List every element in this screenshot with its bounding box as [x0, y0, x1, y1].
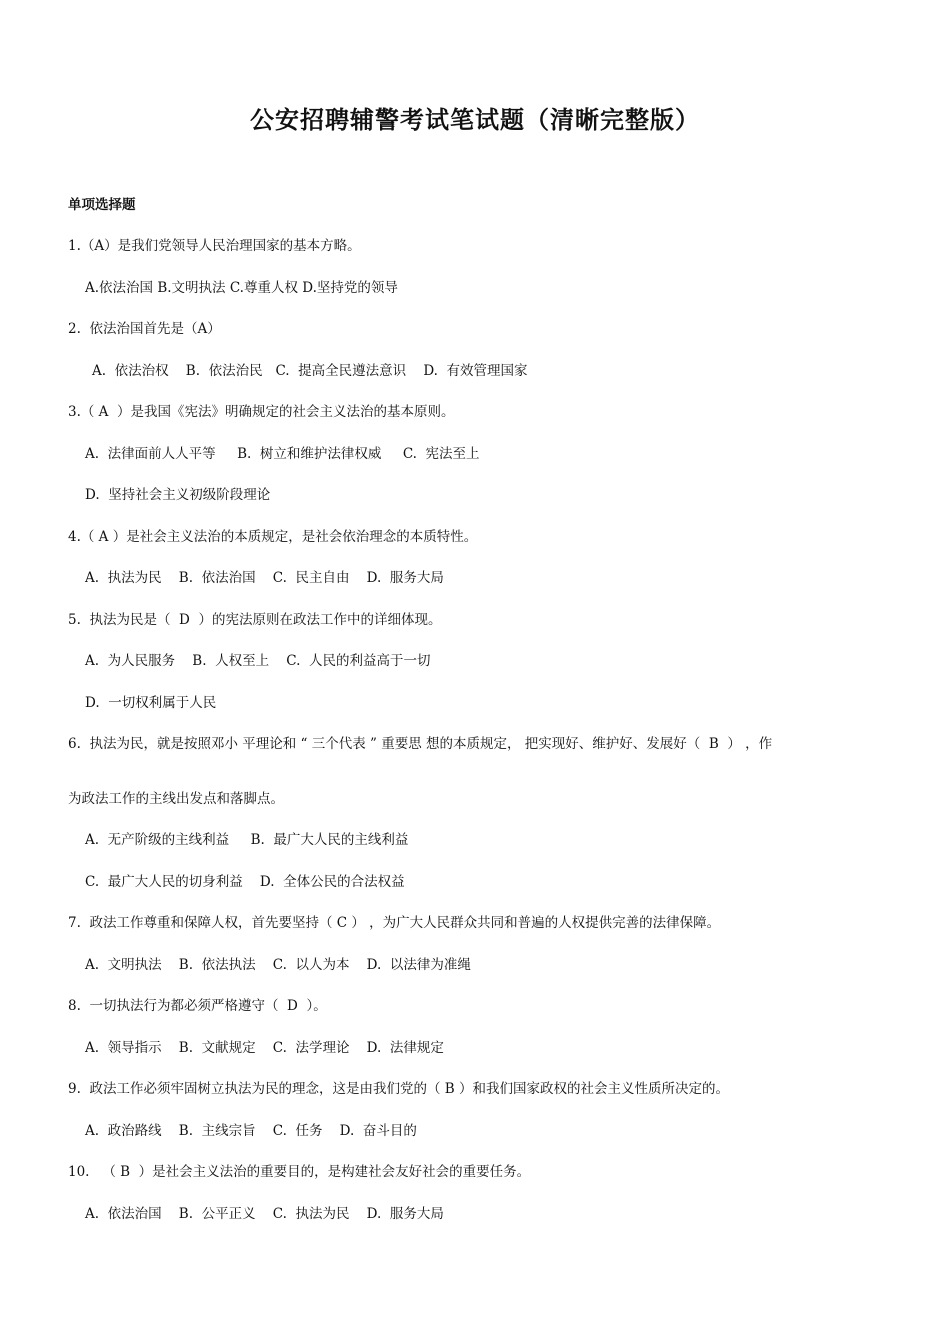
question-5-options-2: D. 一切权利属于人民 [85, 695, 217, 711]
question-6: 6. 执法为民，就是按照邓小 平理论和 “ 三个代表 ” 重要思 想的本质规定， 把实现好、维护好、发展好（ B ） ，作 [68, 736, 773, 752]
question-7: 7. 政法工作尊重和保障人权，首先要坚持（ C ） ，为广大人民群众共同和普遍的人权提供完善的法律保障。 [68, 915, 721, 931]
question-9-options: A. 政治路线 B. 主线宗旨 C. 任务 D. 奋斗目的 [85, 1123, 417, 1139]
question-1: 1.（A）是我们党领导人民治理国家的基本方略。 [68, 238, 361, 254]
question-7-options: A. 文明执法 B. 依法执法 C. 以人为本 D. 以法律为准绳 [85, 957, 471, 973]
question-6-options: A. 无产阶级的主线利益 B. 最广大人民的主线利益 [85, 832, 409, 848]
question-4: 4.（ A ）是社会主义法治的本质规定，是社会依治理念的本质特性。 [68, 529, 478, 545]
question-10-options: A. 依法治国 B. 公平正义 C. 执法为民 D. 服务大局 [85, 1206, 444, 1222]
question-3: 3.（ A ）是我国《宪法》明确规定的社会主义法治的基本原则。 [68, 404, 455, 420]
question-3-options: A. 法律面前人人平等 B. 树立和维护法律权威 C. 宪法至上 [85, 446, 480, 462]
question-6-continued: 为政法工作的主线出发点和落脚点。 [68, 791, 284, 807]
question-3-options-2: D. 坚持社会主义初级阶段理论 [85, 487, 271, 503]
question-5: 5. 执法为民是（ D ）的宪法原则在政法工作中的详细体现。 [68, 612, 442, 628]
document-title: 公安招聘辅警考试笔试题（清晰完整版） [250, 106, 700, 134]
question-9: 9. 政法工作必须牢固树立执法为民的理念，这是由我们党的（ B ）和我们国家政权的社会主义性质所决定的。 [68, 1081, 729, 1097]
question-4-options: A. 执法为民 B. 依法治国 C. 民主自由 D. 服务大局 [85, 570, 444, 586]
question-6-options-2: C. 最广大人民的切身利益 D. 全体公民的合法权益 [85, 874, 405, 890]
question-2: 2. 依法治国首先是（A） [68, 321, 221, 337]
question-8-options: A. 领导指示 B. 文献规定 C. 法学理论 D. 法律规定 [85, 1040, 444, 1056]
question-1-options: A.依法治国 B.文明执法 C.尊重人权 D.坚持党的领导 [85, 280, 398, 296]
question-5-options: A. 为人民服务 B. 人权至上 C. 人民的利益高于一切 [85, 653, 431, 669]
section-heading: 单项选择题 [68, 197, 136, 213]
question-10: 10. （ B ）是社会主义法治的重要目的，是构建社会友好社会的重要任务。 [68, 1164, 531, 1180]
question-8: 8. 一切执法行为都必须严格遵守（ D ）。 [68, 998, 327, 1014]
question-2-options: A. 依法治权 B. 依法治民 C. 提高全民遵法意识 D. 有效管理国家 [92, 363, 528, 379]
